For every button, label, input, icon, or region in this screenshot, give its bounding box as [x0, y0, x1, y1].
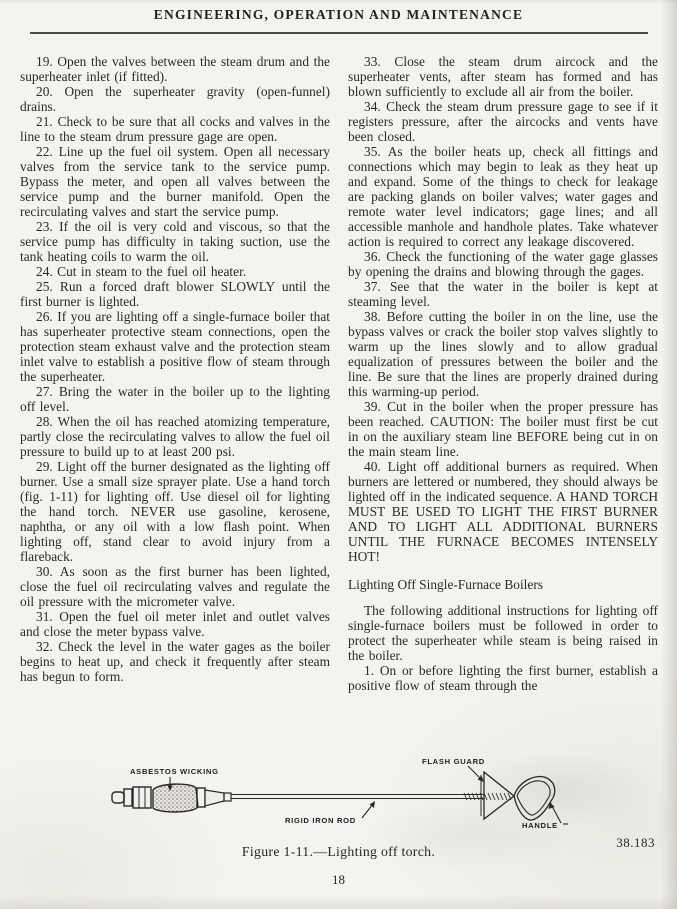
figure-label-flash-guard: FLASH GUARD	[422, 757, 485, 766]
paragraph: 21. Check to be sure that all cocks and valves in the line to the steam drum pressure gage are open.	[20, 114, 330, 144]
paragraph: 33. Close the steam drum aircock and the superheater vents, after steam has formed and has blown sufficiently to exclude all air from the boiler.	[348, 54, 658, 99]
left-column	[20, 54, 330, 754]
figure-caption: Figure 1-11.—Lighting off torch.	[241, 844, 436, 859]
paragraph: 1. On or before lighting the first burner, establish a positive flow of steam through the	[348, 663, 658, 693]
flash-guard-arrow	[468, 766, 484, 782]
paragraph: 34. Check the steam drum pressure gage to see if it registers pressure, after the aircocks and vents have been closed.	[348, 99, 658, 144]
figure-label-rigid-iron-rod: RIGID IRON ROD	[285, 816, 356, 825]
page-number: 18	[332, 872, 345, 887]
paragraph: 24. Cut in steam to the fuel oil heater.	[36, 264, 247, 279]
paragraph: 28. When the oil has reached atomizing temperature, partly close the recirculating valves to allow the fuel oil pressure to build up to at least 200 psi.	[20, 414, 330, 459]
figure-label-asbestos-wicking: ASBESTOS WICKING	[130, 767, 219, 776]
paragraph: 20. Open the superheater gravity (open-funnel) drains.	[20, 84, 330, 114]
torch-head	[112, 784, 231, 812]
handle-loop	[514, 777, 555, 821]
header-divider	[30, 32, 648, 34]
paragraph: 31. Open the fuel oil meter inlet and outlet valves and close the meter bypass valve.	[20, 609, 330, 639]
figure-label-handle: HANDLE	[522, 821, 558, 830]
torch-rod	[231, 793, 511, 800]
paragraph: 39. Cut in the boiler when the proper pressure has been reached. CAUTION: The boiler must first be cut in on the auxiliary steam line BEFORE being cut in on the main steam line.	[348, 399, 658, 459]
paragraph: 37. See that the water in the boiler is kept at steaming level.	[348, 279, 658, 309]
right-column	[348, 54, 658, 754]
section-heading: Lighting Off Single-Furnace Boilers	[348, 577, 544, 592]
paragraph: 40. Light off additional burners as required. When burners are lettered or numbered, they should always be lighted off in the indicated sequence. A HAND TORCH MUST BE USED TO LIGHT THE FIRST BURNER AND TO LIGHT ALL ADDITIONAL BURNERS UNTIL THE FURNACE BECOMES INTENSELY HOT!	[348, 459, 658, 564]
text-columns	[20, 54, 658, 754]
rigid-iron-rod-arrow	[362, 801, 375, 818]
figure-reference-number: 38.183	[616, 835, 655, 850]
paragraph: 38. Before cutting the boiler in on the line, use the bypass valves or crack the boiler stop valves slightly to warm up the lines slowly and to allow gradual equalization of pressures between the boiler and the line. Be sure that the lines are properly drained during this warming-up period.	[348, 309, 658, 399]
paragraph: 30. As soon as the first burner has been lighted, close the fuel oil recirculating valves and regulate the oil pressure with the micrometer valve.	[20, 564, 330, 609]
paragraph: 26. If you are lighting off a single-furnace boiler that has superheater protective steam connections, open the protection steam exhaust valve and the protection steam inlet valve to establish a positive flow of steam through the superheater.	[20, 309, 330, 384]
paragraph: The following additional instructions for lighting off single-furnace boilers must be followed in order to protect the superheater while steam is being raised in the boiler.	[348, 603, 658, 663]
page-header: ENGINEERING, OPERATION AND MAINTENANCE	[153, 7, 524, 22]
paragraph: 27. Bring the water in the boiler up to the lighting off level.	[20, 384, 330, 414]
paragraph: 29. Light off the burner designated as the lighting off burner. Use a small size sprayer plate. Use a hand torch (fig. 1-11) for lighting off. Use diesel oil for lighting the hand torch. NEVER use gasoline, kerosene, naphtha, or any oil with a low flash point. When lighting off, stand clear to avoid injury from a flareback.	[20, 459, 331, 564]
paragraph: 35. As the boiler heats up, check all fittings and connections which may begin to leak as they heat up and expand. Some of the things to check for leakage are packing glands on boiler valves; water gages and remote water level indicators; gage lines; and all accessible manhole and handhole plates. Take whatever action is required to correct any leakage discovered.	[348, 144, 658, 249]
paragraph: 25. Run a forced draft blower SLOWLY until the first burner is lighted.	[20, 279, 330, 309]
paragraph: 23. If the oil is very cold and viscous, so that the service pump has difficulty in taking suction, use the tank heating coils to warm the oil.	[20, 219, 330, 264]
paragraph: 19. Open the valves between the steam drum and the superheater inlet (if fitted).	[20, 54, 330, 84]
paragraph: 22. Line up the fuel oil system. Open all necessary valves from the service tank to the service pump. Bypass the meter, and open all valves between the service pump and the burner manifold. Open the recirculating valves and start the service pump.	[20, 144, 330, 219]
paragraph: 36. Check the functioning of the water gage glasses by opening the drains and blowing through the gages.	[348, 249, 658, 279]
paragraph: 32. Check the level in the water gages as the boiler begins to heat up, and check it frequently after steam has begun to form.	[20, 639, 330, 684]
